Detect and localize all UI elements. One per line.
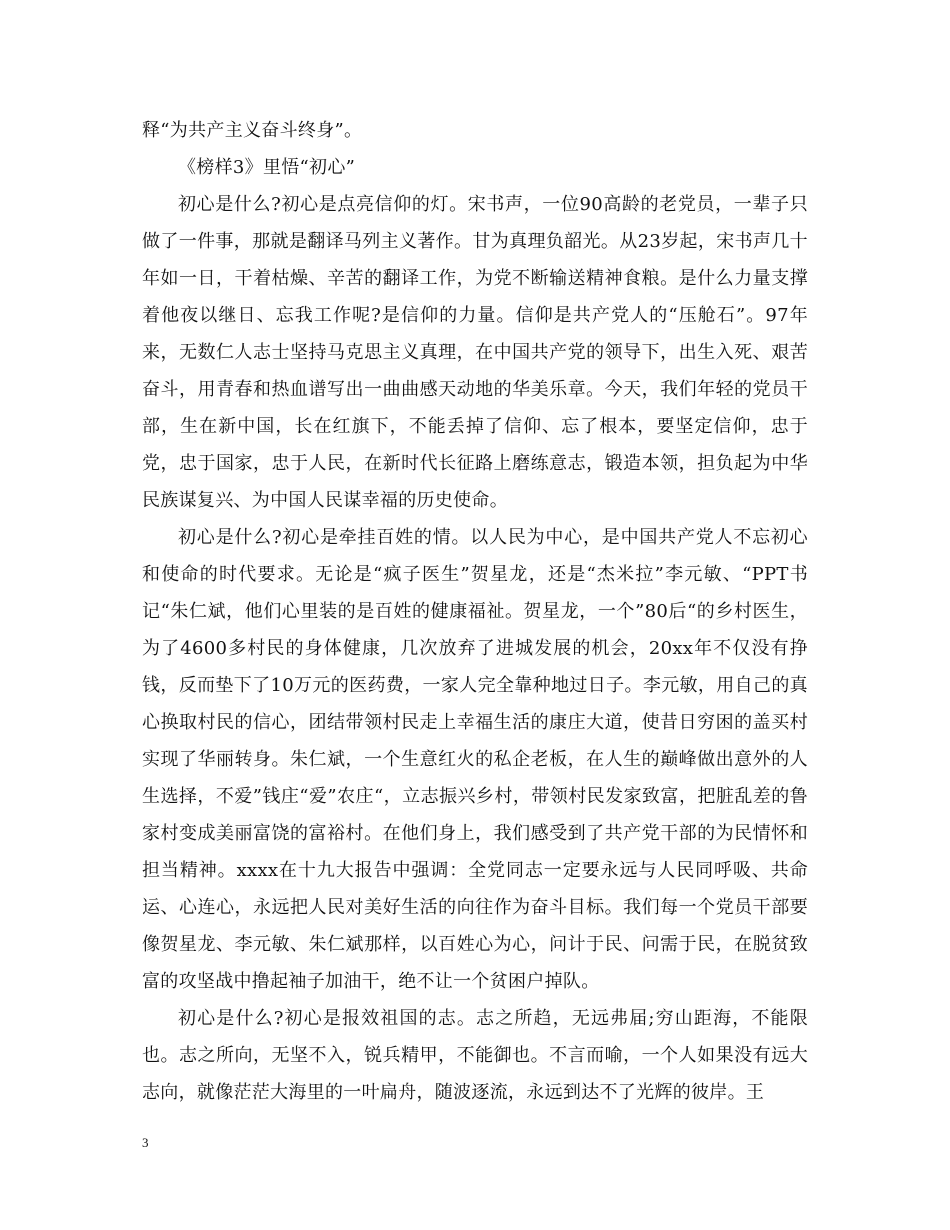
paragraph-ambition: 初心是什么?初心是报效祖国的志。志之所趋，无远弗届;穷山距海，不能限也。志之所向，无坚不入，锐兵精甲，不能御也。不言而喻，一个人如果没有远大志向，就像茫茫大海里的一叶扁舟，随波逐流，永远到达不了光辉的彼岸。王 — [142, 1008, 808, 1103]
paragraph-faith: 初心是什么?初心是点亮信仰的灯。宋书声，一位90高龄的老党员，一辈子只做了一件事，那就是翻译马列主义著作。甘为真理负韶光。从23岁起，宋书声几十年如一日，干着枯燥、辛苦的翻译工作，为党不断输送精神食粮。是什么力量支撑着他夜以继日、忘我工作呢?是信仰的力量。信仰是共产党人的“压舱石”。97年来，无数仁人志士坚持马克思主义真理，在中国共产党的领导下，出生入死、艰苦奋斗，用青春和热血谱写出一曲曲感天动地的华美乐章。今天，我们年轻的党员干部，生在新中国，长在红旗下，不能丢掉了信仰、忘了根本，要坚定信仰，忠于党，忠于国家，忠于人民，在新时代长征路上磨练意志，锻造本领，担负起为中华民族谋复兴、为中国人民谋幸福的历史使命。 — [142, 194, 808, 511]
body-text — [142, 112, 808, 1111]
page-number: 3 — [142, 1135, 149, 1150]
paragraph-people: 初心是什么?初心是牵挂百姓的情。以人民为中心，是中国共产党人不忘初心和使命的时代要求。无论是“疯子医生”贺星龙，还是“杰米拉”李元敏、“PPT书记“朱仁斌，他们心里装的是百姓的健康福祉。贺星龙，一个”80后“的乡村医生，为了4600多村民的身体健康，几次放弃了进城发展的机会，20xx年不仅没有挣钱，反而垫下了10万元的医药费，一家人完全靠种地过日子。李元敏，用自己的真心换取村民的信心，团结带领村民走上幸福生活的康庄大道，使昔日穷困的盖买村实现了华丽转身。朱仁斌，一个生意红火的私企老板，在人生的巅峰做出意外的人生选择，不爱”钱庄“爱”农庄“，立志振兴乡村，带领村民发家致富，把脏乱差的鲁家村变成美丽富饶的富裕村。在他们身上，我们感受到了共产党干部的为民情怀和担当精神。xxxx在十九大报告中强调：全党同志一定要永远与人民同呼吸、共命运、心连心，永远把人民对美好生活的向往作为奋斗目标。我们每一个党员干部要像贺星龙、李元敏、朱仁斌那样，以百姓心为心，问计于民、问需于民，在脱贫致富的攻坚战中撸起袖子加油干，绝不让一个贫困户掉队。 — [142, 527, 808, 992]
paragraph-continuation: 释“为共产主义奋斗终身”。 — [142, 120, 363, 141]
section-heading: 《榜样3》里悟“初心” — [178, 157, 356, 178]
